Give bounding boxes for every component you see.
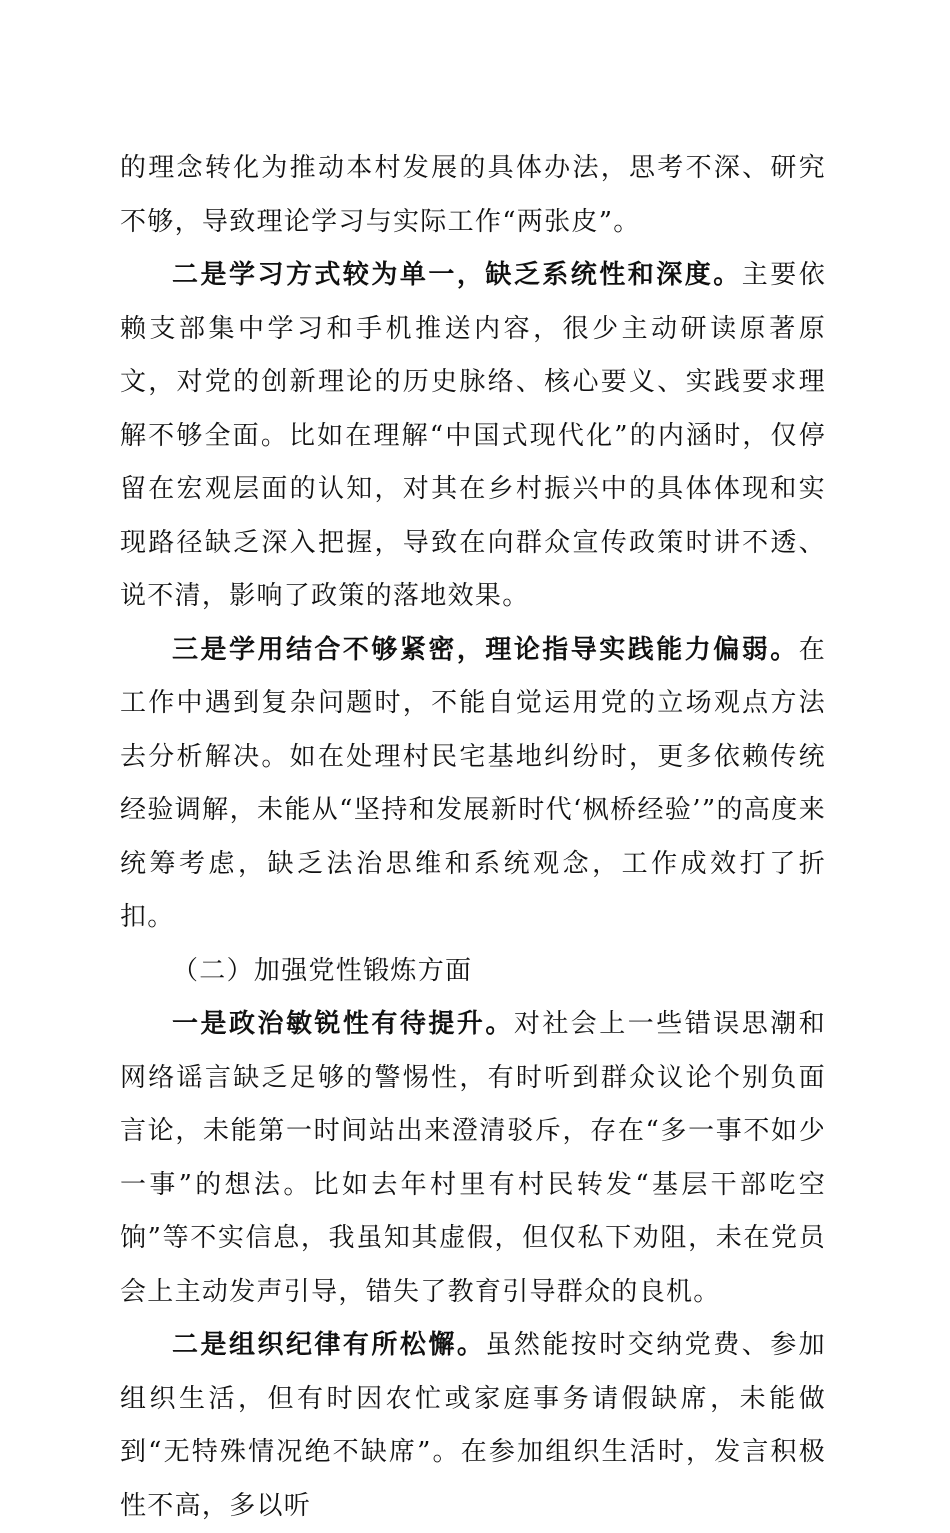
paragraph-lead: 二是组织纪律有所松懈。 [172,1330,486,1360]
paragraph-text: 对社会上一些错误思潮和网络谣言缺乏足够的警惕性，有时听到群众议论个别负面言论，未能第一时间站出来澄清驳斥，存在“多一事不如少一事”的想法。比如去年村里有村民转发“基层干部吃空饷”等不实信息，我虽知其虚假，但仅私下劝阻，未在党员会上主动发声引导，错失了教育引导群众的良机。 [120,1009,826,1307]
paragraph-lead: 二是学习方式较为单一，缺乏系统性和深度。 [172,260,742,290]
paragraph-lead: 一是政治敏锐性有待提升。 [172,1009,514,1039]
paragraph-political-sensitivity [120,998,826,1319]
paragraph-text: 的理念转化为推动本村发展的具体办法，思考不深、研究不够，导致理论学习与实际工作“两张皮”。 [120,153,826,237]
paragraph-learning-application [120,624,826,945]
paragraph-text: 虽然能按时交纳党费、参加组织生活，但有时因农忙或家庭事务请假缺席，未能做到“无特殊情况绝不缺席”。在参加组织生活时，发言积极性不高，多以听 [120,1330,826,1521]
paragraph-text: 在工作中遇到复杂问题时，不能自觉运用党的立场观点方法去分析解决。如在处理村民宅基地纠纷时，更多依赖传统经验调解，未能从“坚持和发展新时代‘枫桥经验’”的高度来统筹考虑，缺乏法治思维和系统观念，工作成效打了折扣。 [120,634,826,932]
paragraph-lead: 三是学用结合不够紧密，理论指导实践能力偏弱。 [172,634,799,665]
paragraph-text: 主要依赖支部集中学习和手机推送内容，很少主动研读原著原文，对党的创新理论的历史脉络、核心要义、实践要求理解不够全面。比如在理解“中国式现代化”的内涵时，仅停留在宏观层面的认知，对其在乡村振兴中的具体体现和实现路径缺乏深入把握，导致在向群众宣传政策时讲不透、说不清，影响了政策的落地效果。 [120,260,826,611]
paragraph-organizational-discipline [120,1319,826,1533]
paragraph-learning-method [120,249,826,624]
section-heading: （二）加强党性锻炼方面 [172,955,473,986]
paragraph-continuation [120,142,826,249]
document-body [120,142,826,1533]
